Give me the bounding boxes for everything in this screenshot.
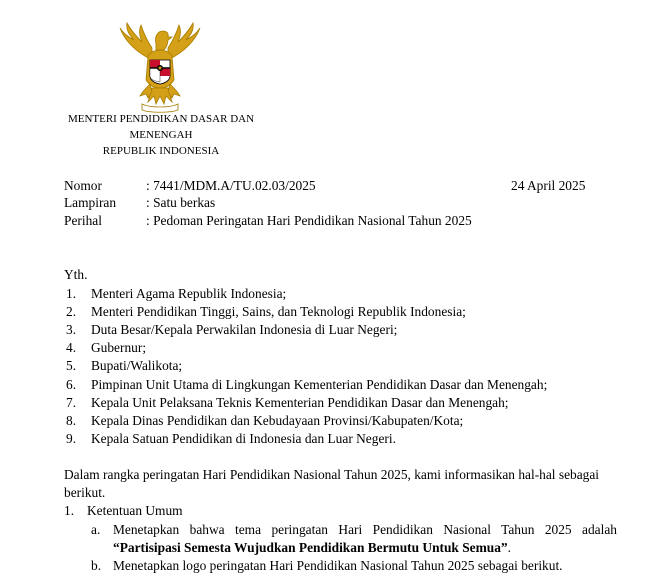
list-item-number: 3.	[66, 322, 77, 337]
salutation: Yth.	[64, 267, 88, 282]
theme-quote: “Partisipasi Semesta Wujudkan Pendidikan Bermutu Untuk Semua”	[113, 540, 508, 555]
subitem-a-line-1: Menetapkan bahwa tema peringatan Hari Pendidikan Nasional Tahun 2025 adalah	[113, 522, 617, 537]
perihal-value: : Pedoman Peringatan Hari Pendidikan Nasional Tahun 2025	[146, 213, 472, 228]
lampiran-label: Lampiran	[64, 195, 117, 210]
garuda-emblem-icon	[112, 22, 208, 114]
subitem-a-label: a.	[91, 522, 101, 537]
list-item: Kepala Unit Pelaksana Teknis Kementerian Pendidikan Dasar dan Menengah;	[91, 395, 509, 410]
list-item: Menteri Agama Republik Indonesia;	[91, 286, 287, 301]
list-item-number: 1.	[66, 286, 77, 301]
list-item-number: 5.	[66, 358, 77, 373]
intro-paragraph-line-2: berikut.	[64, 485, 106, 500]
subitem-b-line-1: Menetapkan logo peringatan Hari Pendidikan Nasional Tahun 2025 sebagai berikut.	[113, 558, 563, 573]
nomor-value: : 7441/MDM.A/TU.02.03/2025	[146, 178, 316, 193]
theme-quote-end: .	[507, 540, 511, 555]
letter-date: 24 April 2025	[511, 178, 586, 193]
list-item: Kepala Satuan Pendidikan di Indonesia dan Luar Negeri.	[91, 431, 396, 446]
list-item-number: 6.	[66, 377, 77, 392]
list-item: Gubernur;	[91, 340, 147, 355]
lampiran-value: : Satu berkas	[146, 195, 216, 210]
section-title: Ketentuan Umum	[87, 503, 183, 518]
list-item: Bupati/Walikota;	[91, 358, 183, 373]
list-item-number: 7.	[66, 395, 77, 410]
list-item: Kepala Dinas Pendidikan dan Kebudayaan Provinsi/Kabupaten/Kota;	[91, 413, 464, 428]
section-number: 1.	[64, 503, 75, 518]
perihal-label: Perihal	[64, 213, 102, 228]
letterhead-line-1: MENTERI PENDIDIKAN DASAR DAN	[67, 113, 255, 125]
list-item-number: 4.	[66, 340, 77, 355]
letterhead-line-2: MENENGAH	[129, 129, 193, 141]
list-item: Duta Besar/Kepala Perwakilan Indonesia di Luar Negeri;	[91, 322, 398, 337]
list-item-number: 8.	[66, 413, 77, 428]
subitem-b-label: b.	[91, 558, 102, 573]
intro-paragraph-line-1: Dalam rangka peringatan Hari Pendidikan Nasional Tahun 2025, kami informasikan hal-hal sebagai	[64, 467, 600, 482]
list-item: Pimpinan Unit Utama di Lingkungan Kementerian Pendidikan Dasar dan Menengah;	[91, 377, 548, 392]
subitem-a-line-2	[113, 540, 511, 556]
nomor-label: Nomor	[64, 178, 102, 193]
list-item-number: 9.	[66, 431, 77, 446]
letterhead-line-3: REPUBLIK INDONESIA	[102, 145, 220, 157]
list-item-number: 2.	[66, 304, 77, 319]
list-item: Menteri Pendidikan Tinggi, Sains, dan Teknologi Republik Indonesia;	[91, 304, 466, 319]
